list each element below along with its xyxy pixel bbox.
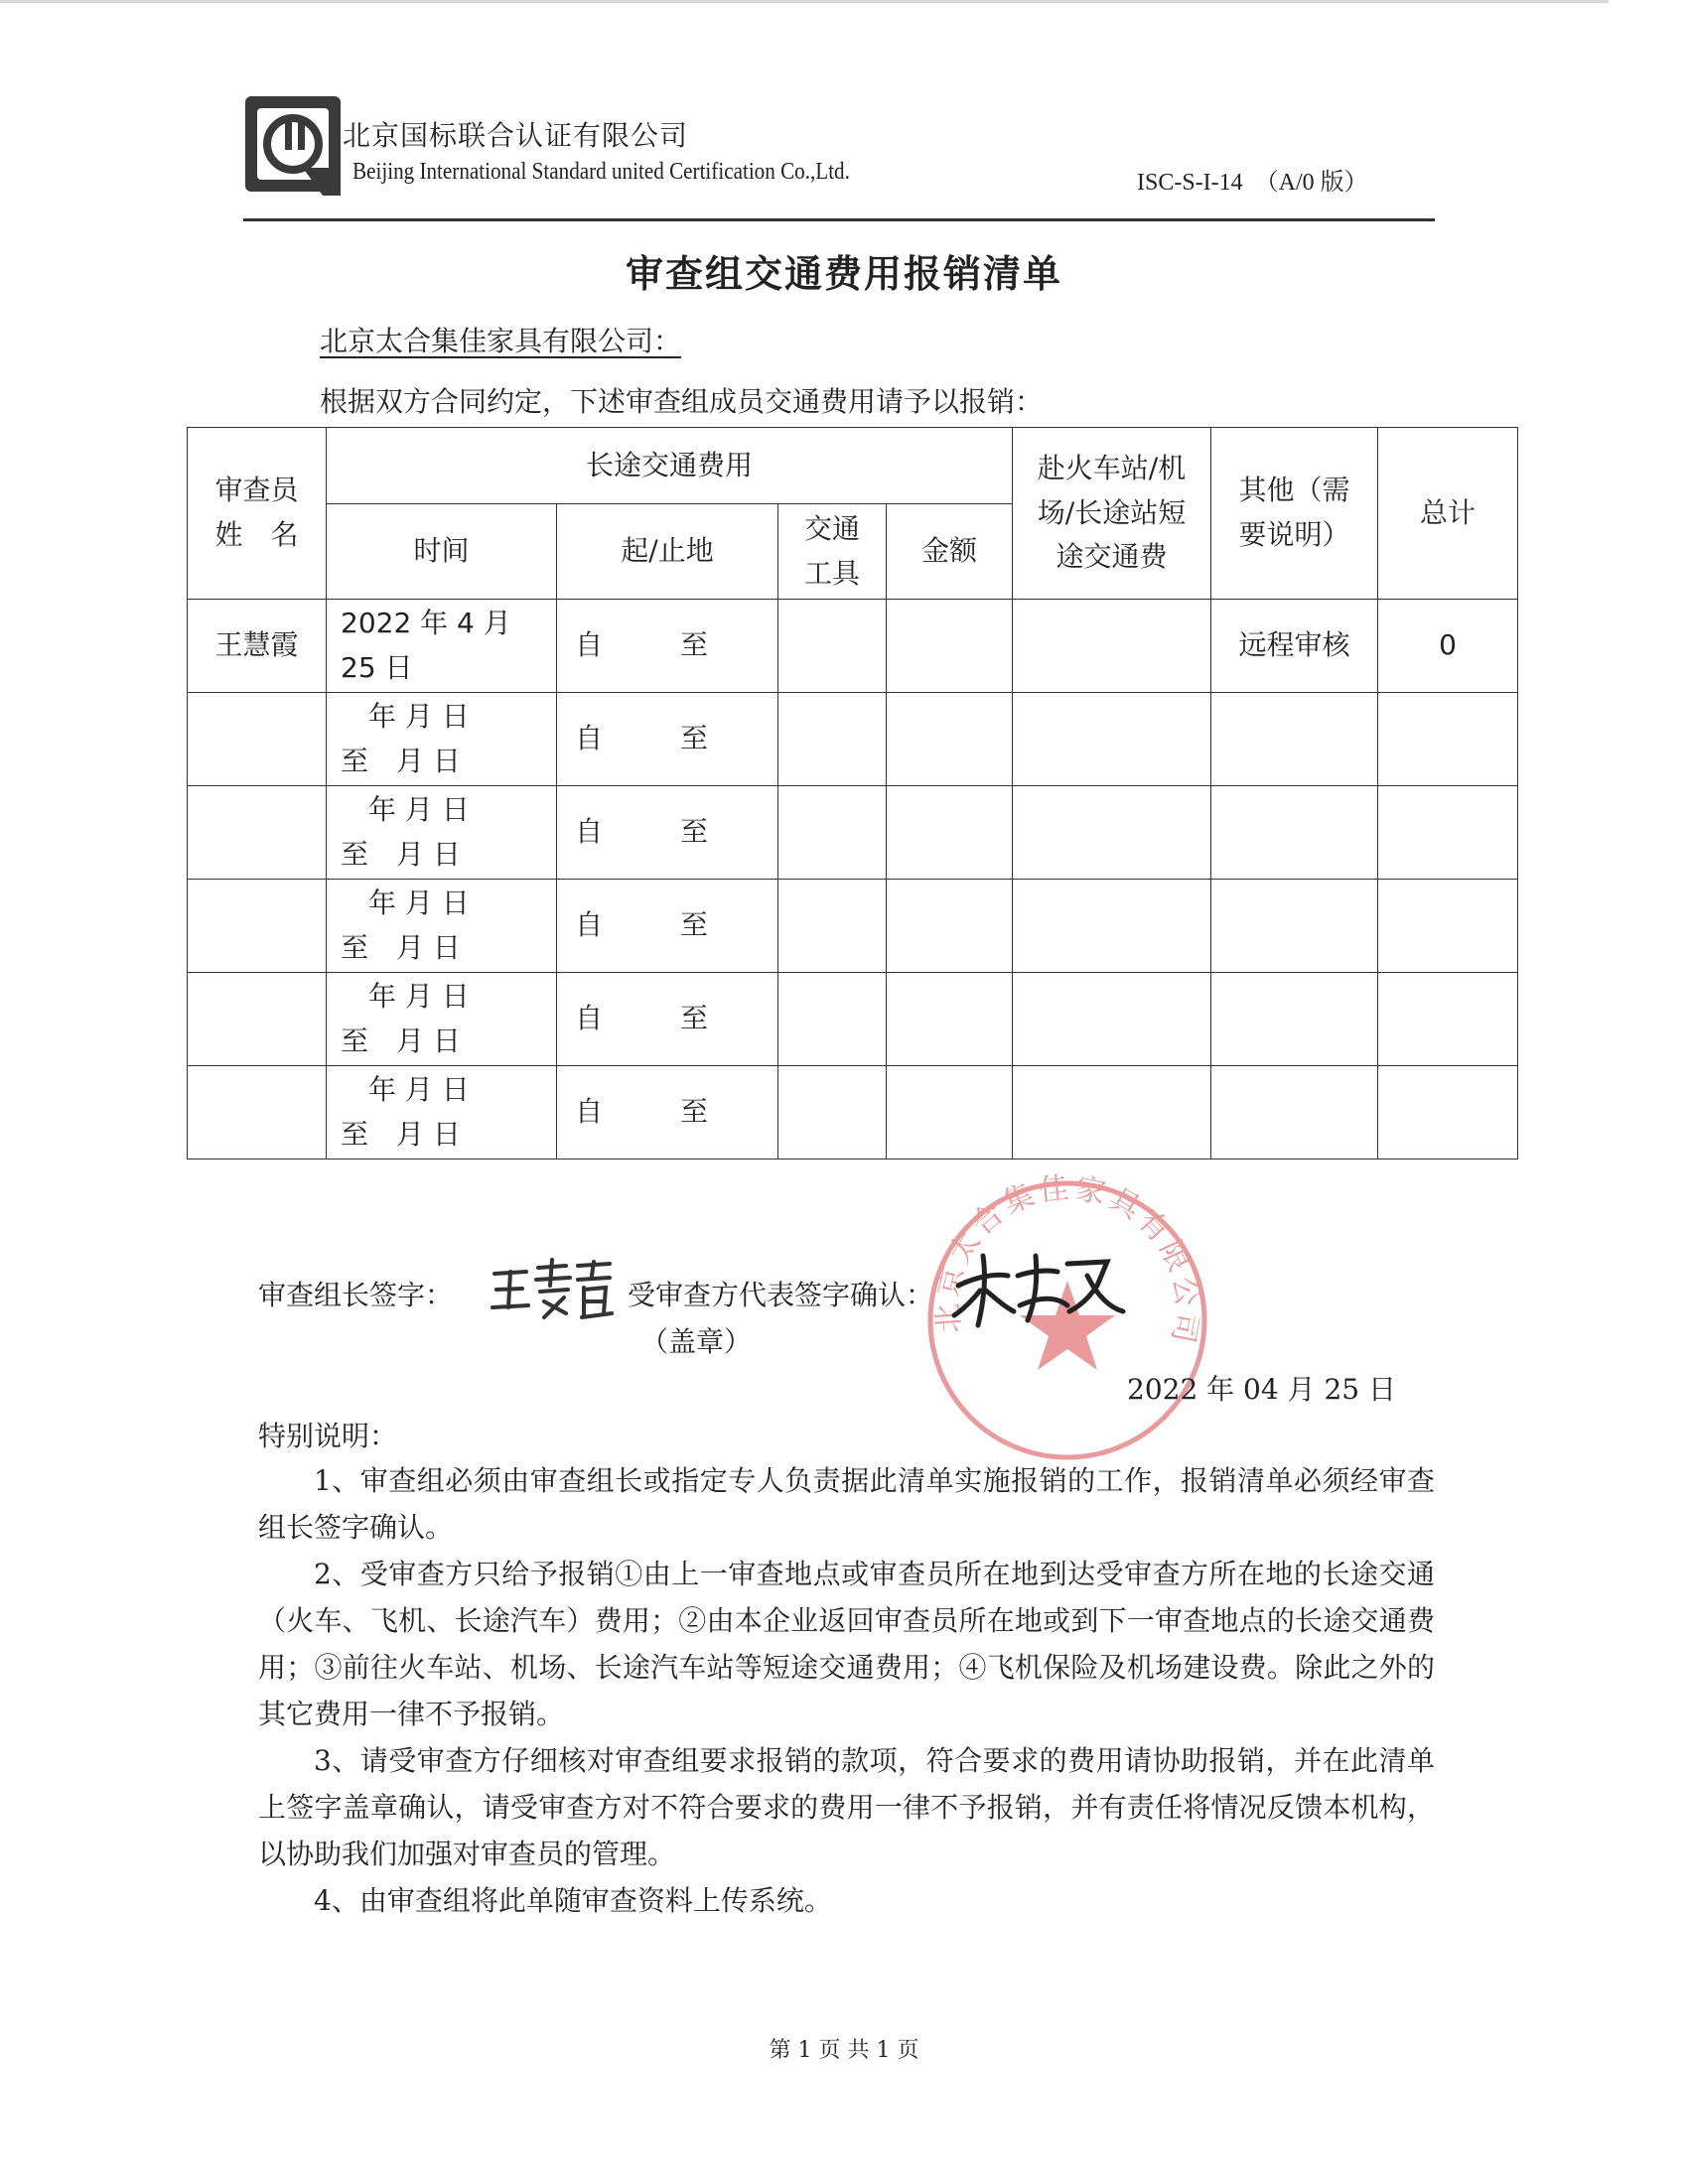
notes-list [258,1457,1435,1924]
note-item: 4、由审查组将此单随审查资料上传系统。 [314,1884,832,1917]
cell-total: 0 [1378,600,1518,693]
date-line: 至 月 日 [341,744,461,777]
header-other: 其他（需要说明） [1211,428,1378,600]
table-row [188,880,1518,973]
cell-name [188,786,327,880]
cell-amount [887,600,1013,693]
header-route: 起/止地 [557,504,778,600]
cell-total [1378,786,1518,880]
cell-amount [887,880,1013,973]
cell-date [327,693,557,786]
cell-short-distance [1013,973,1211,1066]
cell-transport [778,600,887,693]
route-from: 自 [575,815,604,849]
route-from: 自 [575,722,604,755]
cell-name [188,693,327,786]
cell-name [188,973,327,1066]
date-line: 至 月 日 [341,837,461,871]
seal-text: 北京太合集佳家具有限公司 [930,1171,1205,1350]
cell-date [327,880,557,973]
header-total: 总计 [1378,428,1518,600]
cell-route [557,973,778,1066]
route-from: 自 [575,628,604,662]
route-to: 至 [679,908,708,942]
cell-transport [778,973,887,1066]
representative-signature [948,1246,1127,1330]
date-line: 25 日 [341,650,413,684]
cell-date [327,600,557,693]
intro-text: 根据双方合同约定，下述审查组成员交通费用请予以报销： [320,385,1044,418]
date-line: 年 月 日 [341,979,470,1013]
table-row [188,973,1518,1066]
signature-date: 2022 年 04 月 25 日 [1127,1373,1397,1406]
company-logo-icon [243,94,343,196]
header-long-distance: 长途交通费用 [327,428,1013,504]
table-row [188,600,1518,693]
route-to: 至 [679,815,708,849]
leader-signature [487,1256,616,1325]
date-line: 年 月 日 [341,1072,470,1106]
cell-date [327,973,557,1066]
cell-short-distance [1013,600,1211,693]
cell-other [1211,880,1378,973]
route-to: 至 [679,1002,708,1035]
route-from: 自 [575,1002,604,1035]
cell-amount [887,973,1013,1066]
route-from: 自 [575,908,604,942]
table-row [188,693,1518,786]
cell-short-distance [1013,786,1211,880]
cell-other [1211,693,1378,786]
route-from: 自 [575,1095,604,1129]
company-name-en: Beijing International Standard united Certification Co.,Ltd. [352,159,850,185]
cell-total [1378,973,1518,1066]
table-row [188,786,1518,880]
cell-route [557,693,778,786]
notes-heading: 特别说明： [258,1420,398,1452]
cell-other: 远程审核 [1211,600,1378,693]
cell-other [1211,1066,1378,1160]
header-auditor-name: 审查员姓 名 [188,428,327,600]
note-item: 3、请受审查方仔细核对审查组要求报销的款项，符合要求的费用请协助报销，并在此清单上签字盖章确认，请受审查方对不符合要求的费用一律不予报销，并有责任将情况反馈本机构，以协助我们加强对审查员的管理。 [258,1744,1435,1870]
cell-name [188,1066,327,1160]
cell-other [1211,786,1378,880]
page-edge [0,0,1609,3]
cell-amount [887,1066,1013,1160]
company-name-cn: 北京国标联合认证有限公司 [343,119,689,152]
header-divider [243,218,1435,221]
date-line: 2022 年 4 月 [341,606,511,639]
document-title: 审查组交通费用报销清单 [625,252,1062,296]
table-row [188,1066,1518,1160]
cell-route [557,600,778,693]
date-line: 年 月 日 [341,699,470,733]
page-footer: 第 1 页 共 1 页 [769,2038,919,2063]
cell-name [188,880,327,973]
cell-total [1378,1066,1518,1160]
leader-signature-label: 审查组长签字： [258,1279,454,1311]
cell-transport [778,693,887,786]
note-item: 1、审查组必须由审查组长或指定专人负责据此清单实施报销的工作，报销清单必须经审查组长签字确认。 [258,1464,1435,1544]
note-item: 2、受审查方只给予报销①由上一审查地点或审查员所在地到达受审查方所在地的长途交通（火车、飞机、长途汽车）费用；②由本企业返回审查员所在地或到下一审查地点的长途交通费用；③前往火车站、机场、长途汽车站等短途交通费用；④飞机保险及机场建设费。除此之外的其它费用一律不予报销。 [258,1558,1435,1730]
route-to: 至 [679,722,708,755]
recipient-company: 北京太合集佳家具有限公司： [320,325,682,357]
cell-other [1211,973,1378,1066]
cell-short-distance [1013,693,1211,786]
cell-amount [887,786,1013,880]
seal-note: （盖章） [640,1325,753,1358]
representative-signature-label: 受审查方代表签字确认： [628,1279,934,1311]
header-time: 时间 [327,504,557,600]
header-amount: 金额 [887,504,1013,600]
route-to: 至 [679,628,708,662]
cell-short-distance [1013,880,1211,973]
cell-date [327,786,557,880]
header-transport: 交通工具 [778,504,887,600]
document-code: ISC-S-I-14 （A/0 版） [1137,170,1368,196]
cell-short-distance [1013,1066,1211,1160]
date-line: 年 月 日 [341,886,470,919]
date-line: 至 月 日 [341,1024,461,1057]
cell-total [1378,693,1518,786]
date-line: 年 月 日 [341,792,470,826]
cell-route [557,880,778,973]
cell-amount [887,693,1013,786]
date-line: 至 月 日 [341,1117,461,1151]
cell-route [557,1066,778,1160]
route-to: 至 [679,1095,708,1129]
date-line: 至 月 日 [341,930,461,964]
cell-date [327,1066,557,1160]
cell-transport [778,786,887,880]
cell-route [557,786,778,880]
cell-transport [778,880,887,973]
cell-name: 王慧霞 [188,600,327,693]
cell-total [1378,880,1518,973]
cell-transport [778,1066,887,1160]
header-short-distance: 赴火车站/机场/长途站短途交通费 [1013,428,1211,600]
expense-table [187,427,1518,1160]
